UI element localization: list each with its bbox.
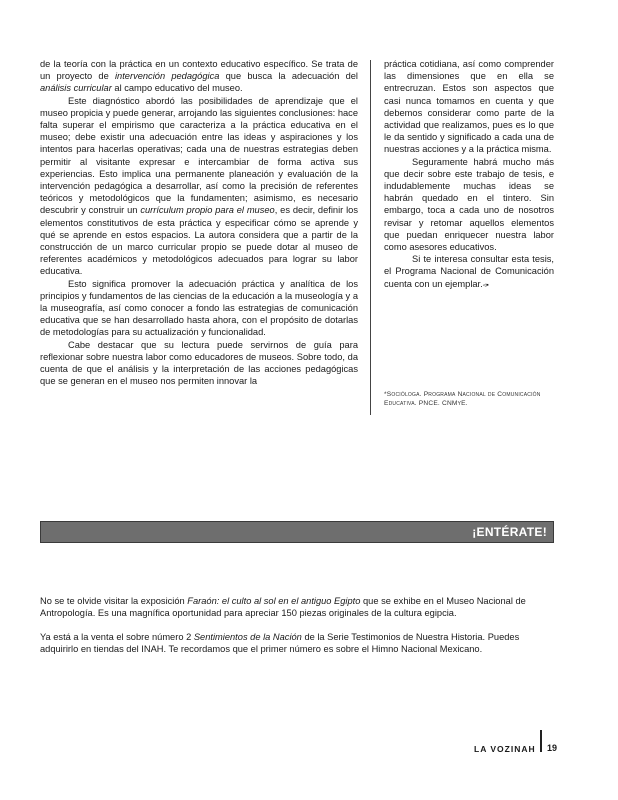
- text: No se te olvide visitar la exposición: [40, 596, 188, 606]
- paragraph-6: Seguramente habrá mucho más que decir sobre este trabajo de tesis, e indudablemente muchas ideas se habrán quedado en el tintero. Sin embargo, toca a cada uno de nosotros revisar y retomar aquellos elementos que puedan enriquecer nuestra labor como asesores educativos.: [384, 156, 554, 253]
- text: al campo educativo del museo.: [111, 83, 243, 94]
- paragraph-7: [384, 253, 554, 292]
- text: , es decir, definir los elementos constitutivos de esta práctica y especificar cómo se aprende y qué se aprende en estos espacios. La autora considera que a partir de la construcción de un marco curricular propio se puede dotar al museo de referentes académicos y metodológicos adecuados para lograr su labor educativa.: [40, 205, 358, 277]
- text: que busca la adecuación del: [219, 71, 358, 82]
- page-number: 19: [547, 743, 558, 753]
- paragraph-4: Cabe destacar que su lectura puede servirnos de guía para reflexionar sobre nuestra labor como educadores de museos. Sobre todo, da cuenta de que el análisis y la interpretación de las acciones pedagógicas que se generan en el museo nos permiten innovar la: [40, 339, 358, 387]
- text: Este diagnóstico abordó las posibilidades de aprendizaje que el museo propicia y puede generar, arrojando las siguientes conclusiones: hace falta superar el empirismo que caracteriza a la práctica educativa en el museo; debe existir una adecuación entre las ideas y aspiraciones y los intentos para hacerlas operativas; cada una de nuestras estrategias deben permitir al visitante expresar e intercambiar de forma activa sus experiencias. Esto implica una permanente planeación y evaluación de la intervención pedagógica a desarrollar, así como la precisión de referentes teóricos y metodológicos que la fundamenten; asimismo, es necesario descubrir y construir un: [40, 95, 358, 216]
- magazine-name: LA VOZINAH: [474, 744, 536, 754]
- text: Si te interesa consultar esta tesis, el Programa Nacional de Comunicación cuenta con un ejemplar.: [384, 254, 554, 289]
- left-column: [40, 58, 358, 387]
- news-item-publication: [40, 631, 555, 655]
- text: que se exhibe en el Museo Nacional de Antropología. Es una magnífica oportunidad para apreciar 150 piezas originales de la cultura egipcia.: [40, 596, 526, 619]
- paragraph-1: [40, 58, 358, 95]
- text: de la teoría con la práctica en un contexto educativo específico. Se trata de un proyecto de: [40, 59, 358, 82]
- text: Ya está a la venta el sobre número 2: [40, 632, 194, 642]
- end-mark-icon: ◃▪: [482, 281, 489, 289]
- text: de la Serie Testimonios de Nuestra Historia. Puedes adquirirlo en tiendas del INAH. Te recordamos que el primer número es sobre el Himno Nacional Mexicano.: [40, 632, 520, 655]
- paragraph-2: [40, 95, 358, 278]
- exhibit-title: Faraón: el culto al sol en el antiguo Egipto: [187, 596, 361, 606]
- section-banner: [40, 521, 554, 543]
- right-column: [384, 58, 554, 292]
- italic-term: currículum propio para el museo: [140, 205, 275, 216]
- paragraph-5: práctica cotidiana, así como comprender las dimensiones que en ella se entrecruzan. Estos son aspectos que casi nunca tomamos en cuenta y que debemos considerar como parte de la actividad que realizamos, pues es lo que le da sentido y significado a cada una de nuestras acciones y a la práctica misma.: [384, 59, 554, 155]
- footer-rule: [540, 730, 542, 752]
- publication-title: Sentimientos de la Nación: [193, 632, 302, 642]
- italic-term: intervención pedagógica: [114, 71, 220, 82]
- author-footnote: *Socióloga. Programa Nacional de Comunicación Educativa. PNCE. CNMyE.: [384, 391, 541, 407]
- news-item-exposition: [40, 595, 555, 619]
- column-divider: [370, 60, 371, 415]
- banner-title: ¡ENTÉRATE!: [472, 525, 547, 539]
- paragraph-3: Esto significa promover la adecuación práctica y analítica de los principios y fundamentos de las ciencias de la educación a la museología y a la museografía, así como conocer a fondo las estrategias de comunicación educativa que se han desarrollado hasta ahora, con el propósito de dotarlas de metodologías para su actualización y funcionalidad.: [40, 278, 358, 338]
- italic-term: análisis curricular: [40, 83, 112, 94]
